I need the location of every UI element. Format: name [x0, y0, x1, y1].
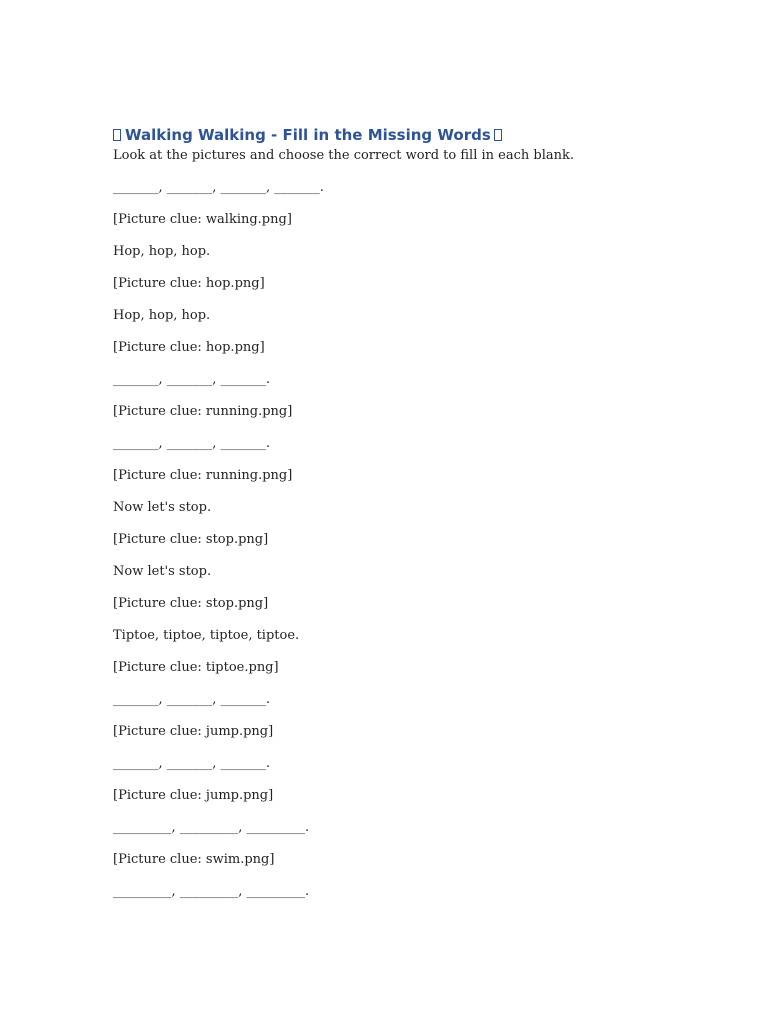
- picture-clue: [Picture clue: hop.png]: [113, 340, 265, 355]
- instructions-text: Look at the pictures and choose the correct word to fill in each blank.: [113, 148, 574, 163]
- verse-line: Now let's stop.: [113, 500, 212, 515]
- blank-line: _______, _______, _______.: [113, 692, 271, 707]
- worksheet-lines: [113, 178, 673, 914]
- verse-line: Hop, hop, hop.: [113, 308, 211, 323]
- picture-clue: [Picture clue: hop.png]: [113, 276, 265, 291]
- picture-clue: [Picture clue: jump.png]: [113, 724, 274, 739]
- blank-line: _______, _______, _______.: [113, 756, 271, 771]
- page-title-text: Walking Walking - Fill in the Missing Words: [125, 126, 491, 144]
- picture-clue: [Picture clue: running.png]: [113, 404, 293, 419]
- blank-line: _________, _________, _________.: [113, 884, 310, 899]
- missing-glyph-icon: [113, 129, 121, 141]
- page-title: [113, 124, 673, 146]
- verse-line: Hop, hop, hop.: [113, 244, 211, 259]
- blank-line: _______, _______, _______, _______.: [113, 180, 324, 195]
- verse-line: Now let's stop.: [113, 564, 212, 579]
- verse-line: Tiptoe, tiptoe, tiptoe, tiptoe.: [113, 628, 300, 643]
- picture-clue: [Picture clue: jump.png]: [113, 788, 274, 803]
- picture-clue: [Picture clue: running.png]: [113, 468, 293, 483]
- document-page: [113, 124, 673, 914]
- blank-line: _______, _______, _______.: [113, 372, 271, 387]
- blank-line: _______, _______, _______.: [113, 436, 271, 451]
- picture-clue: [Picture clue: tiptoe.png]: [113, 660, 279, 675]
- picture-clue: [Picture clue: swim.png]: [113, 852, 275, 867]
- blank-line: _________, _________, _________.: [113, 820, 310, 835]
- missing-glyph-icon: [494, 129, 502, 141]
- picture-clue: [Picture clue: stop.png]: [113, 596, 269, 611]
- picture-clue: [Picture clue: stop.png]: [113, 532, 269, 547]
- picture-clue: [Picture clue: walking.png]: [113, 212, 292, 227]
